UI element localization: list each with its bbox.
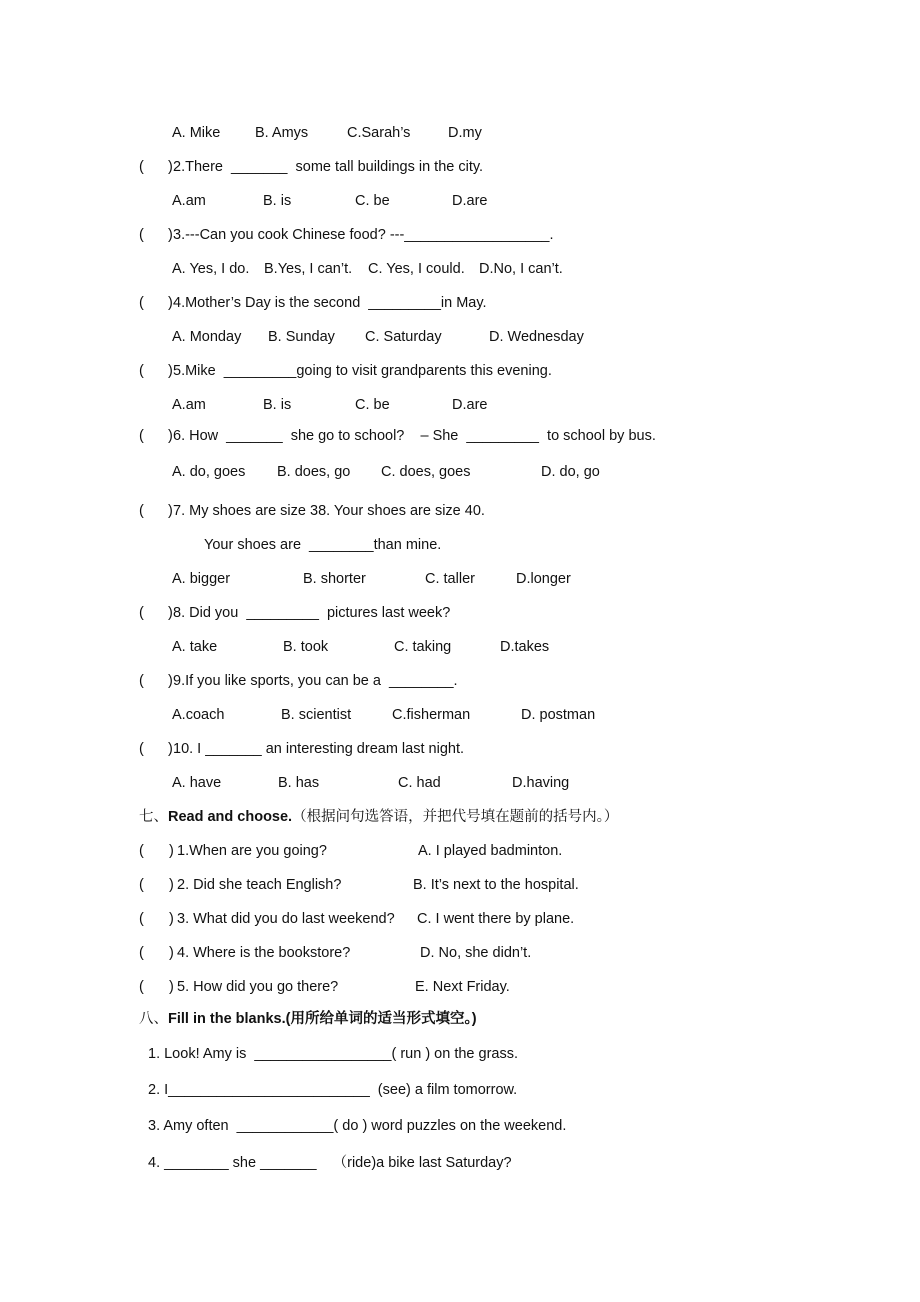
q7-option-a: A. bigger	[172, 571, 231, 587]
match-5-answer: E. Next Friday.	[415, 979, 510, 995]
q6-text: 6. How _______ she go to school? – She _________ to school by bus.	[173, 428, 656, 444]
q9-text: 9.If you like sports, you can be a ________.	[173, 673, 458, 689]
section-7-number: 七、	[139, 809, 168, 825]
q9-option-c: C.fisherman	[392, 707, 471, 723]
q9-close: )	[168, 673, 173, 689]
q10-option-c: C. had	[398, 775, 441, 791]
q7-line2: Your shoes are ________than mine.	[204, 537, 442, 553]
q8-option-c: C. taking	[394, 639, 452, 655]
q10-option-d: D.having	[512, 775, 570, 791]
q7-text: 7. My shoes are size 38. Your shoes are size 40.	[173, 503, 485, 519]
match-2-close: )	[169, 877, 174, 893]
match-1-question: 1.When are you going?	[177, 843, 327, 859]
q4-option-d: D. Wednesday	[489, 329, 584, 345]
section-8-number: 八、	[139, 1011, 168, 1027]
q7-option-b: B. shorter	[303, 571, 366, 587]
q4-text: 4.Mother’s Day is the second _________in May.	[173, 295, 487, 311]
q5-option-c: C. be	[355, 397, 390, 413]
q4-option-b: B. Sunday	[268, 329, 335, 345]
match-3-close: )	[169, 911, 174, 927]
q6-option-c: C. does, goes	[381, 464, 471, 480]
q5-paren: (	[139, 363, 144, 379]
fill-item-3: 3. Amy often ____________( do ) word puzzles on the weekend.	[148, 1118, 567, 1134]
section-7-heading	[139, 808, 618, 826]
q8-option-a: A. take	[172, 639, 218, 655]
q3-close: )	[168, 227, 173, 243]
q7-option-d: D.longer	[516, 571, 571, 587]
q9-option-d: D. postman	[521, 707, 596, 723]
q10-option-a: A. have	[172, 775, 222, 791]
fill-item-2: 2. I_________________________ (see) a film tomorrow.	[148, 1082, 518, 1098]
q7-option-c: C. taller	[425, 571, 475, 587]
match-4-paren: (	[139, 945, 144, 961]
q10-close: )	[168, 741, 173, 757]
q6-paren: (	[139, 428, 144, 444]
q2-option-a: A.am	[172, 193, 206, 209]
q2-option-d: D.are	[452, 193, 488, 209]
q9-paren: (	[139, 673, 144, 689]
match-3-answer: C. I went there by plane.	[417, 911, 575, 927]
match-4-answer: D. No, she didn’t.	[420, 945, 532, 961]
q3-option-d: D.No, I can’t.	[479, 261, 563, 277]
q3-text: 3.---Can you cook Chinese food? ---__________________.	[173, 227, 554, 243]
match-5-close: )	[169, 979, 174, 995]
q5-close: )	[168, 363, 173, 379]
q9-option-a: A.coach	[172, 707, 225, 723]
q6-option-a: A. do, goes	[172, 464, 246, 480]
q5-option-a: A.am	[172, 397, 206, 413]
match-1-paren: (	[139, 843, 144, 859]
q3-option-a: A. Yes, I do.	[172, 261, 250, 277]
match-4-close: )	[169, 945, 174, 961]
q4-option-a: A. Monday	[172, 329, 242, 345]
match-5-paren: (	[139, 979, 144, 995]
q4-option-c: C. Saturday	[365, 329, 442, 345]
q5-option-d: D.are	[452, 397, 488, 413]
section-7-note: （根据问句选答语，并把代号填在题前的括号内。）	[292, 809, 619, 825]
match-1-answer: A. I played badminton.	[418, 843, 563, 859]
section-8-heading	[139, 1010, 477, 1028]
match-3-paren: (	[139, 911, 144, 927]
q2-option-c: C. be	[355, 193, 390, 209]
match-2-answer: B. It’s next to the hospital.	[413, 877, 579, 893]
q5-text: 5.Mike _________going to visit grandparents this evening.	[173, 363, 552, 379]
q8-option-d: D.takes	[500, 639, 550, 655]
q8-option-b: B. took	[283, 639, 329, 655]
fill-item-4: 4. ________ she _______ （ride)a bike last Saturday?	[148, 1155, 512, 1171]
q1-option-c: C.Sarah’s	[347, 125, 411, 141]
q3-option-c: C. Yes, I could.	[368, 261, 465, 277]
q8-text: 8. Did you _________ pictures last week?	[173, 605, 451, 621]
q7-paren: (	[139, 503, 144, 519]
q10-text: 10. I _______ an interesting dream last night.	[173, 741, 464, 757]
q6-close: )	[168, 428, 173, 444]
q10-option-b: B. has	[278, 775, 320, 791]
q10-paren: (	[139, 741, 144, 757]
q2-close: )	[168, 159, 173, 175]
q2-paren: (	[139, 159, 144, 175]
match-5-question: 5. How did you go there?	[177, 979, 339, 995]
section-8-title: Fill in the blanks.(	[168, 1011, 291, 1027]
q8-close: )	[168, 605, 173, 621]
match-1-close: )	[169, 843, 174, 859]
q9-option-b: B. scientist	[281, 707, 352, 723]
q1-option-a: A. Mike	[172, 125, 221, 141]
q6-option-b: B. does, go	[277, 464, 351, 480]
section-8-note: 用所给单词的适当形式填空。)	[290, 1011, 477, 1027]
q5-option-b: B. is	[263, 397, 292, 413]
q4-close: )	[168, 295, 173, 311]
fill-item-1: 1. Look! Amy is _________________( run ) on the grass.	[148, 1046, 518, 1062]
q2-text: 2.There _______ some tall buildings in the city.	[173, 159, 484, 175]
q4-paren: (	[139, 295, 144, 311]
section-7-title: Read and choose.	[168, 809, 293, 825]
q3-paren: (	[139, 227, 144, 243]
q1-option-d: D.my	[448, 125, 482, 141]
q7-close: )	[168, 503, 173, 519]
match-2-question: 2. Did she teach English?	[177, 877, 342, 893]
match-4-question: 4. Where is the bookstore?	[177, 945, 351, 961]
match-2-paren: (	[139, 877, 144, 893]
q1-option-b: B. Amys	[255, 125, 309, 141]
q2-option-b: B. is	[263, 193, 292, 209]
q6-option-d: D. do, go	[541, 464, 600, 480]
match-3-question: 3. What did you do last weekend?	[177, 911, 395, 927]
q3-option-b: B.Yes, I can’t.	[264, 261, 353, 277]
q8-paren: (	[139, 605, 144, 621]
